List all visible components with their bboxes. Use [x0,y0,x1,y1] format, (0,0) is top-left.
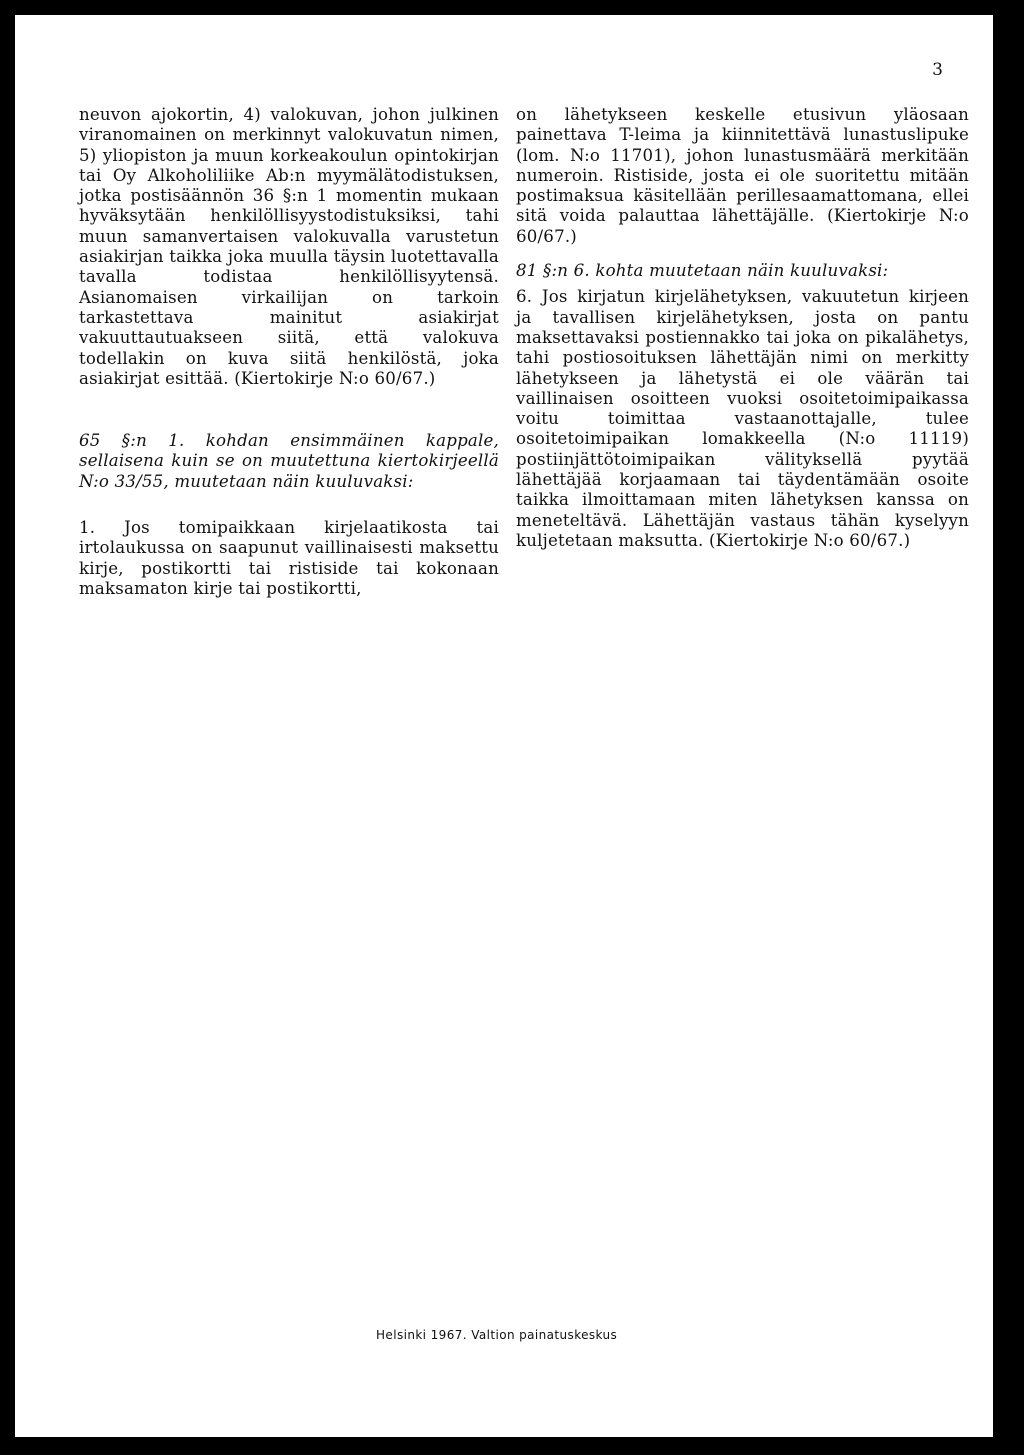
right-section-heading: 81 §:n 6. kohta muutetaan näin kuuluvaksi: [516,261,889,281]
left-paragraph-1: neuvon ajokortin, 4) valokuvan, johon julkinen viranomainen on merkinnyt valokuvatun nimen, 5) yliopiston ja muun korkeakoulun opintokirjan tai Oy Alkoholiliike Ab:n myymälätodistuksen, jotka postisäännön 36 §:n 1 momentin mukaan hyväksytään henkilöllisyystodistuksiksi, tahi muun samanvertaisen valokuvalla varustetun asiakirjan taikka joka muulla täysin luotettavalla tavalla todistaa henkilöllisyytensä. Asianomaisen virkailijan on tarkoin tarkastettava mainitut asiakirjat vakuuttautuakseen siitä, että valokuva todellakin on kuva siitä henkilöstä, joka asiakirjat esittää. (Kiertokirje N:o 60/67.) [79,105,499,388]
left-column [79,105,499,599]
left-paragraph-2: 1. Jos tomipaikkaan kirjelaatikosta tai irtolaukussa on saapunut vaillinaisesti maksettu kirje, postikortti tai ristiside tai kokonaan maksamaton kirje tai postikortti, [79,518,499,598]
document-page [15,15,993,1437]
page-number: 3 [932,60,943,80]
right-column [516,105,969,551]
left-section-heading: 65 §:n 1. kohdan ensimmäinen kappale, sellaisena kuin se on muutettuna kiertokirjeellä N:o 33/55, muutetaan näin kuuluvaksi: [79,431,499,491]
right-paragraph-1: on lähetykseen keskelle etusivun yläosaan painettava T-leima ja kiinnitettävä lunastuslipuke (lom. N:o 11701), johon lunastusmäärä merkitään numeroin. Ristiside, josta ei ole suoritettu mitään postimaksua käsitellään perillesaamattomana, ellei sitä voida palauttaa lähettäjälle. (Kiertokirje N:o 60/67.) [516,105,969,246]
right-paragraph-2: 6. Jos kirjatun kirjelähetyksen, vakuutetun kirjeen ja tavallisen kirjelähetyksen, josta on pantu maksettavaksi postiennakko tai joka on pikalähetys, tahi postiosoituksen lähettäjän nimi on merkitty lähetykseen ja lähetystä ei ole väärän tai vaillinaisen osoitteen vuoksi osoitetoimipaikassa voitu toimittaa vastaanottajalle, tulee osoitetoimipaikan lomakkeella (N:o 11119) postiinjättötoimipaikan välityksellä pyytää lähettäjää korjaamaan tai täydentämään osoite taikka ilmoittamaan miten lähetyksen kanssa on meneteltävä. Lähettäjän vastaus tähän kyselyyn kuljetetaan maksutta. (Kiertokirje N:o 60/67.) [516,287,969,550]
printer-imprint: Helsinki 1967. Valtion painatuskeskus [376,1328,618,1342]
